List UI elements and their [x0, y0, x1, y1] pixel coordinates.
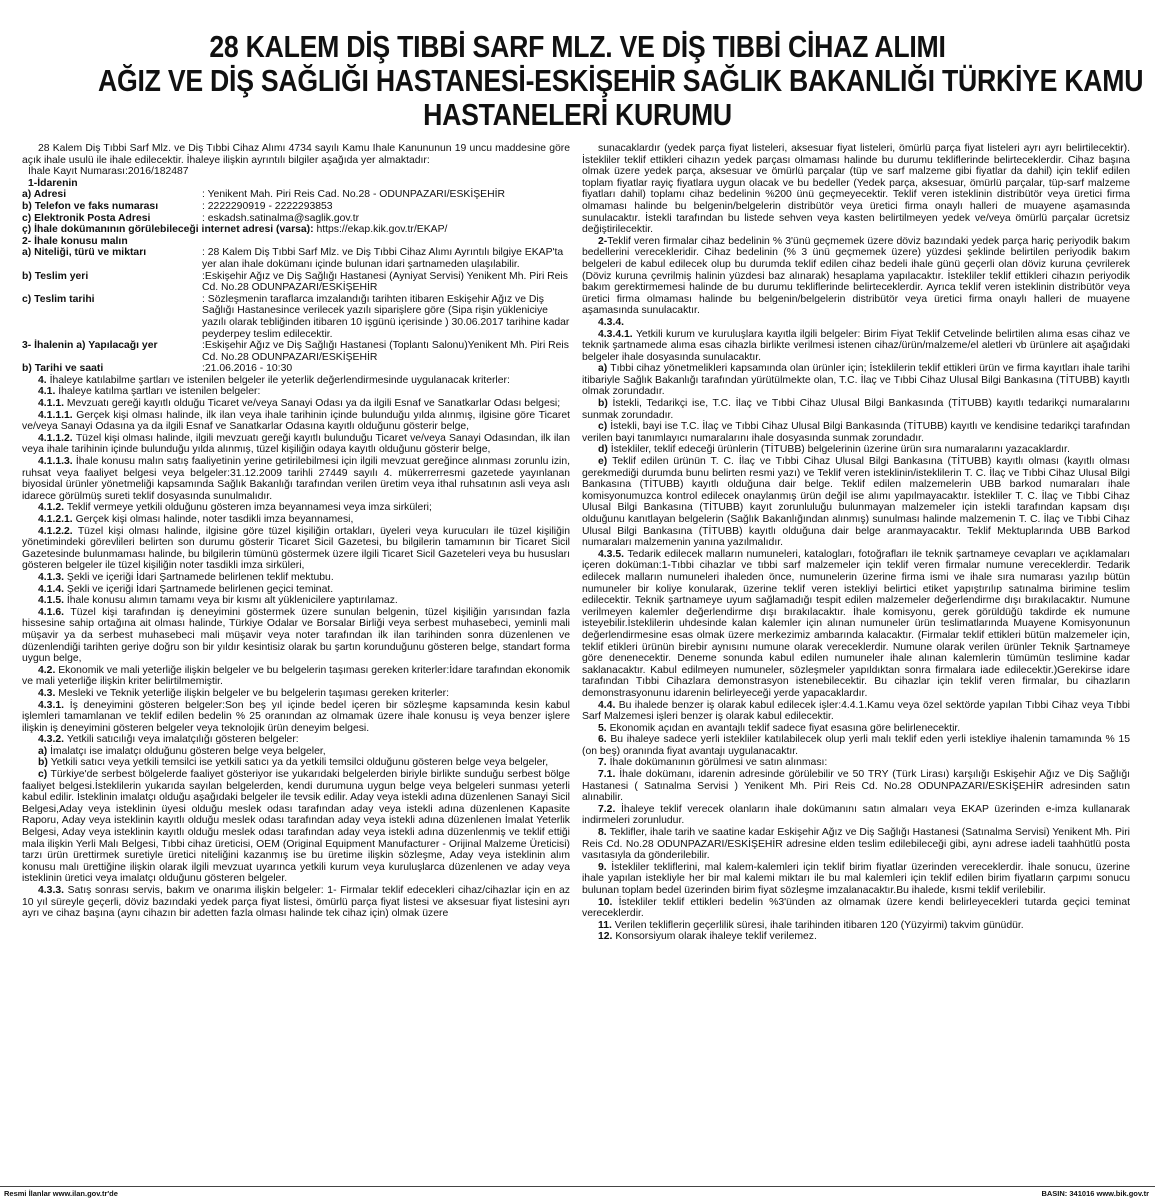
paragraph: 4.1.2.2. Tüzel kişi olması halinde, ilgisine göre tüzel kişiliğin ortakları, üyeleri veya kurucuları ile tüzel kişiliğin yönetimindeki görevlileri belirten son durumu gösterir Ticaret Sicil Gazetesi, bu bilgilerin tamamının bir Ticaret Sicil Gazetesinde bulunmaması halinde, bu bilgilerin tümünü göstermek üzere ilgili Ticaret Sicil Gazeteleri veya bu hususları gösteren belgeler ile tüzel kişiliğin noter tasdikli imza sirküleri,	[22, 525, 570, 572]
paragraph-number: 4.3.3.	[38, 885, 68, 896]
paragraph: 9. İstekliler tekliflerini, mal kalem-kalemleri için teklif birim fiyatlar üzerinden vereceklerdir. İhale sonucu, üzerine ihale yapılan istekliyle her bir mal kalemi miktarı ile bu mal kalemleri için teklif edilen birim fiyatların çarpımı sonucu bulunan toplam bedel üzerinden birim fiyat sözleşme imzalanacaktır.Bu ihalede, kısmi teklif verilebilir.	[582, 861, 1130, 896]
registration-number: İhale Kayıt Numarası:2016/182487	[28, 166, 189, 178]
page-title	[98, 29, 1144, 132]
paragraph: b) Yetkili satıcı veya yetkili temsilci ise yetkili satıcı ya da yetkili temsilci olduğunu gösteren belge veya belgeler,	[38, 757, 549, 769]
paragraph-number: 4.3.1.	[38, 699, 70, 711]
paragraph: 4.3.4.1. Yetkili kurum ve kuruluşlara kayıtla ilgili belgeler: Birim Fiyat Teklif Cetvelinde belirtilen alıma esas cihaz ve teknik şartnamede alıma esas cihazla birlikte verilmesi istenen cihaz/ürün/malzeme/el aletleri vb ürünlere ait aşağıdaki belgeler ihale dosyasında sunulacaktır.	[582, 328, 1130, 363]
web-link[interactable]: https://ekap.kik.gov.tr/EKAP/	[313, 224, 448, 236]
paragraph-number: 4.1.6.	[38, 606, 71, 618]
paragraph: 6. Bu ihaleye sadece yerli istekliler katılabilecek olup yerli malı teklif eden yerli istekliye ihalenin tamamında % 15 (on beş) oranında fiyat avantajı uygulanacaktır.	[582, 734, 1130, 757]
left-paragraphs	[22, 375, 570, 920]
field-label: a) Adresi	[22, 189, 67, 201]
field-label: c) Elektronik Posta Adresi	[22, 212, 151, 224]
paragraph-number: 9.	[598, 861, 612, 873]
paragraph-number: e)	[598, 456, 613, 468]
paragraph-number: 4.1.2.	[38, 502, 67, 514]
announcement-body	[22, 143, 1137, 1183]
paragraph: 8. Teklifler, ihale tarih ve saatine kadar Eskişehir Ağız ve Diş Sağlığı Hastanesi (Satınalma Servisi) Yenikent Mh. Piri Reis Cd. No.28 ODUNPAZARI/ESKİŞEHİR adresine elden teslim edilebileceği gibi, aynı adrese iadeli taahhütlü posta vasıtasıyla da gönderilebilir.	[582, 827, 1130, 862]
paragraph-number: 4.3.4.	[598, 316, 624, 328]
paragraph: 7.1. İhale dokümanı, idarenin adresinde görülebilir ve 50 TRY (Türk Lirası) karşılığı Eskişehir Ağız ve Diş Sağlığı Hastanesi ( Satınalma Servisi ) Yenikent Mh. Piri Reis Cd. No.28 ODUNPAZARI/ESKİŞEHİR adresinden satın alınabilir.	[582, 769, 1130, 804]
field-label: a) Niteliği, türü ve miktarı	[22, 247, 147, 259]
paragraph: 4.1.1.2. Tüzel kişi olması halinde, ilgili mevzuatı gereği kayıtlı bulunduğu Ticaret ve/veya Sanayi Odasından, ilk ilan veya ihale tarihinin içinde bulunduğu yılda alınmış, tüzel kişiliğin odaya kayıtlı olduğunu gösterir belge,	[22, 432, 570, 456]
paragraph: 2-Teklif veren firmalar cihaz bedelinin % 3'ünü geçmemek üzere döviz bazındaki yedek parça hariç periyodik bakım bedellerini verecekleridir. Cihaz bedelinin (% 3 ünü geçmemek üzere) yüzdesi şeklinde belirtilen periyodik bakım belgeleri de kabul edilecek olup bu durumda teklif edilen cihaz bedeli ihale günü geçerli olan döviz kuruna çevrilerek (Döviz kuruna çevrilmiş halinin yüzdesi baz alınarak) hesaplama yapılacaktır. İstekliler teklif ettikleri cihazın periyodik bakım gerektirmemesi halinde de bu durumu tekliflerinde belirteceklerdir. Ayrıca teklif veren isteklinin distribütör veya üretici firma olmaması halinde bu belgenin/belgelerin distribütör veya üretici firma onaylı halleri de muayene aşamasında sunulacaktır.	[582, 235, 1130, 317]
paragraph-number: 4.1.5.	[38, 595, 67, 607]
footer-right: BASIN: 341016 www.bik.gov.tr	[1041, 1189, 1149, 1198]
paragraph-number: 4.1.	[38, 386, 59, 398]
delivery-date-row	[22, 294, 570, 340]
field-label: b) Teslim yeri	[22, 270, 89, 282]
paragraph: 4.1.3. Şekli ve içeriği İdari Şartnamede belirlenen teklif mektubu.	[38, 571, 334, 583]
paragraph-number: 4.1.2.2.	[38, 525, 78, 537]
title-line-3: HASTANELERİ KURUMU	[423, 97, 732, 132]
paragraph: 4.1.1.3. İhale konusu malın satış faaliyetinin yerine getirilebilmesi için ilgili mevzuat gereğince alınması zorunlu izin, ruhsat veya faaliyet belgesi veya belgeler:31.12.2009 tarihli 27449 sayılı 4. mükerrerresmi gazetede yayınlanan biyosidal ürünler yönetmeliği kapsamında Sağlık Bakanlığı tarafından verilen üretim veya ithal ruhsatının asli veya aslı idarece görülmüş sureti teklif dosyasında sunulmalıdır.	[22, 456, 570, 502]
paragraph: d) İstekliler, teklif edeceği ürünlerin (TİTUBB) belgelerinin üzerine ürün sıra numaralarını yazacaklardır.	[598, 444, 1070, 456]
paragraph-number: 4.1.1.3.	[38, 456, 76, 468]
paragraph-number: 2-	[598, 235, 608, 247]
paragraph-number: 4.2.	[38, 664, 59, 676]
paragraph-number: 4.1.1.2.	[38, 432, 76, 444]
field-label: b) Tarihi ve saati	[22, 363, 104, 375]
paragraph: 4.1. İhaleye katılma şartları ve istenilen belgeler:	[38, 386, 261, 398]
paragraph: 4.1.2.1. Gerçek kişi olması halinde, noter tasdikli imza beyannamesi,	[38, 514, 354, 525]
paragraph: a) Tıbbi cihaz yönetmelikleri kapsamında olan ürünler için; İsteklilerin teklif ettikleri ürün ve firma kayıtları ihale tarihi itibariyle Sağlık Bakanlığı tarafından yürütülmekte olan, T.C. İlaç ve Tıbbi Cihaz Ulusal Bilgi Bankasına (TİTUBB) kayıtlı olmak zorundadır.	[582, 363, 1130, 398]
authority-address-row	[22, 189, 570, 201]
field-label: c) Teslim tarihi	[22, 293, 95, 305]
paragraph-number: a)	[598, 363, 611, 375]
left-column	[22, 143, 570, 1183]
goods-quality-row	[22, 247, 570, 270]
paragraph-number: 7.1.	[598, 769, 620, 781]
paragraph: sunacaklardır (yedek parça fiyat listeleri, aksesuar fiyat listeleri, ömürlü parça fiyat listeleri ayrı ayrı belirtilecektir). İstekliler teklif ettikleri cihazın yedek parçası olmaması halinde bu durumu tekliflerinde belirteceklerdir. Cihaz başına olmak üzere yedek parça, aksesuar ve ömürlü parçalar (tüp ve sarf malzeme gibi fiyatlar da dahil) için teklif edilen toplam fiyatlar rayiç fiyatlara uygun olacak ve bu bedeller (Yedek parça, aksesuar, ömürlü parçalar, tüp-sarf malzeme fiyatları dahil) toplamı cihaz bedelinin %200 ünü geçmeyecektir. Teklif veren isteklinin distribütör veya üretici firma olmaması halinde bu belgenin/belgelerin distribütör veya üretici firma onaylı halleri de muayene aşamasında sunulacaktır. İstekli tarafından bu listede sehven veya kasten belirtilmeyen yedek ve/veya ömürlü parçalar ücretsiz değiştirilecektir.	[582, 143, 1130, 236]
field-value: : 28 Kalem Diş Tıbbi Sarf Mlz. ve Diş Tıbbi Cihaz Alımı Ayrıntılı bilgiye EKAP'ta yer alan ihale dokümanı içinde bulunan idari şartnameden ulaşılabilir.	[202, 247, 564, 270]
paragraph-number: 6.	[598, 734, 611, 746]
paragraph-number: 4.4.	[598, 699, 619, 711]
paragraph: 4.1.1. Mevzuatı gereği kayıtlı olduğu Ticaret ve/veya Sanayi Odası ya da ilgili Esnaf ve Sanatkarlar Odası belgesi;	[38, 398, 561, 410]
paragraph-number: 4.3.5.	[598, 548, 628, 560]
paragraph-number: 7.	[598, 757, 610, 769]
authority-phone-row	[22, 201, 570, 213]
paragraph: 4.2. Ekonomik ve mali yeterliğe ilişkin belgeler ve bu belgelerin taşıması gereken kriterler:İdare tarafından ekonomik ve mali yeterliğe ilişkin kriter belirtilmemiştir.	[22, 664, 570, 688]
paragraph: 4.4. Bu ihalede benzer iş olarak kabul edilecek işler:4.4.1.Kamu veya özel sektörde yapılan Tıbbi Cihaz veya Tıbbi Sarf Malzemesi işleri benzer iş olarak kabul edilecektir.	[582, 699, 1130, 723]
paragraph-number: 4.1.2.1.	[38, 514, 76, 525]
field-value: :Eskişehir Ağız ve Diş Sağlığı Hastanesi (Toplantı Salonu)Yenikent Mh. Piri Reis Cd. No.28 ODUNPAZARI/ESKİŞEHİR	[202, 340, 569, 363]
paragraph	[582, 317, 1130, 329]
field-value: : eskadsh.satinalma@saglik.gov.tr	[202, 212, 360, 224]
paragraph: 4.1.4. Şekli ve içeriği İdari Şartnamede belirlenen geçici teminat.	[38, 583, 334, 595]
paragraph: e) Teklif edilen ürünün T. C. İlaç ve Tıbbi Cihaz Ulusal Bilgi Bankasına (TİTUBB) kayıtlı olması (kayıtlı olması gerekmediği durumda bunu belirten resmi yazı) ve Teklif veren isteklinin/isteklilerin T. C. İlaç ve Tıbbi Cihaz Ulusal Bilgi Bankasına (TİTUBB) kayıtlı olduğuna dair belge. Teklif edilen malzemelerin UBB barkod numaraları ihale komisyonumuzca kontrol edilecek onaylanmış ürün değil ise alımı yapılmayacaktır. İstekliler T. C. İlaç ve Tıbbi Cihaz Ulusal Bilgi Bankasına (TİTUBB) kayıt zorunluluğu bulunmayan malzemeler için istekli tarafından kapsam dışı olduğunu kanıtlayan belgelerin (Sağlık Bakanlığından alınmış) sunulması halinde malzemenin T. C. İlaç ve Tıbbi Cihaz Ulusal Bilgi Bankasına (TİTUBB) kayıtlı olduğuna dair belge aranmayacaktır. Teklif Mektuplarında UBB Barkod numaraları malzemenin yanına yazılmalıdır.	[582, 456, 1130, 549]
paragraph: 4.3.2. Yetkili satıcılığı veya imalatçılığı gösteren belgeler:	[38, 734, 299, 746]
paragraph-number: 5.	[598, 722, 610, 734]
authority-web-row	[22, 224, 570, 236]
paragraph-number: 10.	[598, 896, 619, 908]
paragraph-number: 4.	[38, 374, 50, 386]
paragraph-number: 4.1.1.	[38, 398, 67, 410]
paragraph: c) Türkiye'de serbest bölgelerde faaliyet gösteriyor ise yukarıdaki belgelerden biriyle birlikte sunduğu serbest bölge faaliyet belgesi.İsteklilerin yukarıda sayılan belgelerden, kendi durumuna uygun belge veya belgeleri sunması yeterli kabul edilir. İsteklinin imalatçı olduğu aşağıdaki belgeler ile tevsik edilir. Aday veya istekli adına düzenlenen Sanayi Sicil Belgesi,Aday veya isteklinin üyesi olduğu meslek odası tarafından aday veya istekli adına düzenlenen Kapasite Raporu, Aday veya isteklinin kayıtlı olduğu meslek odası tarafından aday veya istekli adına düzenlenen İmalat Yeterlik Belgesi, Aday veya isteklinin kayıtlı olduğu meslek odası tarafından aday veya istekli adına düzenlenmiş ve teklif ettiği mala ilişkin Yerli Malı Belgesi, Tıbbi cihaz üreticisi, OEM (Original Equipment Manufacturer - Orijinal Malzeme Üreticisi) tarzı ürün ürettirmek suretiyle üretici niteliğini kazanmış ise bu üretime ilişkin sözleşme, Aday veya isteklinin alım konusu malı ürettiğine ilişkin olarak ilgili mevzuat uyarınca yetkili kurum veya kuruluşlarca düzenlenen ve aday veya isteklinin üretici veya imalatçı olduğunu gösteren belgeler.	[22, 769, 570, 885]
field-value: :Eskişehir Ağız ve Diş Sağlığı Hastanesi (Ayniyat Servisi) Yenikent Mh. Piri Reis Cd. No.28 ODUNPAZARI/ESKİŞEHİR	[202, 270, 568, 294]
tender-place-row	[22, 340, 570, 363]
paragraph: a) İmalatçı ise imalatçı olduğunu gösteren belge veya belgeler,	[38, 745, 326, 757]
paragraph: 4.1.6. Tüzel kişi tarafından iş deneyimini göstermek üzere sunulan belgenin, tüzel kişiliğin yarısından fazla hissesine sahip ortağına ait olması halinde, Türkiye Odalar ve Borsalar Birliği veya serbest muhasebeci, yeminli mali müşavir ya da serbest muhasebeci mali müşavir veya noter tarafından ilk ilan tarihinden sonra düzenlenen ve düzenlendiği tarihten geriye doğru son bir yıldır kesintisiz olarak bu şartın korunduğunu gösteren belge, standart forma uygun belge,	[22, 606, 570, 665]
paragraph-number: 7.2.	[598, 803, 622, 815]
paragraph-number: c)	[598, 421, 611, 433]
paragraph: 7.2. İhaleye teklif verecek olanların ihale dokümanını satın almaları veya EKAP üzerinden e-imza kullanarak indirmeleri zorunludur.	[582, 803, 1130, 827]
paragraph-number: 12.	[598, 931, 616, 943]
paragraph: 4.1.2. Teklif vermeye yetkili olduğunu gösteren imza beyannamesi veya imza sirküleri;	[38, 502, 432, 514]
intro-paragraph: 28 Kalem Diş Tıbbi Sarf Mlz. ve Diş Tıbbi Cihaz Alımı 4734 sayılı Kamu İhale Kanununun 19 uncu maddesine göre açık ihale usulü ile ihale edilecektir. İhaleye ilişkin ayrıntılı bilgiler aşağıda yer almaktadır:	[22, 143, 570, 166]
paragraph-number: b)	[598, 398, 613, 410]
paragraph-number: 4.3.2.	[38, 734, 67, 746]
paragraph-number: d)	[598, 444, 611, 456]
field-value: :21.06.2016 - 10:30	[202, 363, 293, 375]
title-line-1: 28 KALEM DİŞ TIBBİ SARF MLZ. VE DİŞ TIBBİ CİHAZ ALIMI	[209, 29, 946, 64]
footer-left: Resmi İlanlar www.ilan.gov.tr'de	[4, 1189, 118, 1198]
paragraph-number: b)	[38, 757, 51, 769]
paragraph: 7. İhale dokümanının görülmesi ve satın alınması:	[598, 757, 828, 769]
title-line-2: AĞIZ VE DİŞ SAĞLIĞI HASTANESİ-ESKİŞEHİR SAĞLIK BAKANLIĞI TÜRKİYE KAMU	[98, 63, 1144, 98]
paragraph: 12. Konsorsiyum olarak ihaleye teklif verilemez.	[598, 931, 817, 943]
paragraph: 10. İstekliler teklif ettikleri bedelin %3'ünden az olmamak üzere kendi belirleyecekleri tutarda geçici teminat vereceklerdir.	[582, 896, 1130, 920]
paragraph-number: 4.3.4.1.	[598, 328, 636, 340]
field-label: 3- İhalenin a) Yapılacağı yer	[22, 340, 158, 352]
delivery-place-row	[22, 271, 570, 294]
section-heading-goods: 2- İhale konusu malın	[22, 235, 128, 247]
paragraph-number: 8.	[598, 827, 610, 839]
paragraph: 11. Verilen tekliflerin geçerlilik süresi, ihale tarihinden itibaren 120 (Yüzyirmi) takvim günüdür.	[598, 919, 1024, 931]
paragraph-number: c)	[38, 769, 51, 781]
paragraph: 4.1.1.1. Gerçek kişi olması halinde, ilk ilan veya ihale tarihinin içinde bulunduğu yılda alınmış, ilgisine göre Ticaret ve/veya Sanayi Odasına ya da ilgili Esnaf ve Sanatkarlar Odasına kayıtlı olduğunu gösterir belge,	[22, 409, 570, 433]
paragraph: 4.3.3. Satış sonrası servis, bakım ve onarıma ilişkin belgeler: 1- Firmalar teklif edecekleri cihaz/cihazlar için en az 10 yıl süreyle geçerli, döviz bazındaki yedek parça fiyat listesi, ömürlü parça fiyat listesi ve aksesuar fiyat listesini ayrı ayrı ve cihaz başına (aynı cihazın bir adetten fazla olması halinde tek cihaz için) olmak üzere	[22, 885, 570, 920]
paragraph-number: 4.3.	[38, 687, 59, 699]
field-label: ç) İhale dokümanının görülebileceği internet adresi (varsa):	[22, 224, 314, 236]
footer-divider	[0, 1186, 1155, 1187]
section-heading-authority: 1-İdarenin	[28, 177, 78, 189]
tender-time-row	[22, 363, 570, 375]
right-paragraphs	[582, 143, 1130, 943]
paragraph: 4.3.5. Tedarik edilecek malların numuneleri, katalogları, fotoğrafları ile teknik şartnameye cevapları ve açıklamaları içeren doküman:1-Tıbbi cihazlar ve tıbbi sarf malzemeler için teklif veren firmalar numune vereceklerdir. Tedarik edilecek malların numuneleri ihaleden önce, numunelerin üzerine firma ismi ve ihale sıra numarası yazılıp bütün numuneler bir koliye konularak, üzerine teklif veren istekliyi belirtici etiket yapıştırılıp satınalma birimine teslim edilecektir. Teknik şartnameye uyum sağlamadığı tespit edilen malzemeler değerlendirme dışı bırakılacaktır. Numune verilmeyen kalemler değerlendirme dışı bırakılacaktır. İhale komisyonu, gerek görüldüğü takdirde ek numune isteyebilir.İsteklilerin uhdesinde kalan kalemler için alınan numuneler ürün teslimatlarında Muayene Komisyonunun değerlendirmesine esas olmak üzere merkezimiz ambarında kalacaktır. (Firmalar teklif ettikleri bütün malzemeler için, teklif etikleri ürünün birebir aynısını numune olarak vereceklerdir. Numune olarak verilen ürünler Teknik Şartnameye göre denenecektir. Deneme sonunda kabul edilen numuneler ihale alınan kalemlerin tümümün teslimine kadar saklanacaktır. Kabul edilmeyen numuneler, sözleşmeler yapıldıktan sonra firmalara iade edilecektir.)Gerekirse idare tarafından Tıbbi Cihazlara demonstrasyon istenebilecektir. Bu cihazlar için teklif veren firmalar, bu cihazların demonstrasyonunu idarenin belirleyeceği yerde yapacaklardır.	[582, 548, 1130, 699]
paragraph: 5. Ekonomik açıdan en avantajlı teklif sadece fiyat esasına göre belirlenecektir.	[598, 722, 961, 734]
authority-email-row	[22, 213, 570, 225]
paragraph: b) İstekli, Tedarikçi ise, T.C. İlaç ve Tıbbi Cihaz Ulusal Bilgi Bankasında (TİTUBB) kayıtlı tedarikçi numaralarını sunmak zorundadır.	[582, 398, 1130, 421]
paragraph: c) İstekli, bayi ise T.C. İlaç ve Tıbbi Cihaz Ulusal Bilgi Bankasında (TİTUBB) kayıtlı ve kendisine tedarikçi tarafından verilen bayi tanımlayıcı numaralarını ihale dosyasında sunmak zorundadır.	[582, 421, 1130, 444]
paragraph-number: 11.	[598, 919, 615, 931]
field-value: : Sözleşmenin taraflarca imzalandığı tarihten itibaren Eskişehir Ağız ve Diş Sağlığı Hastanesince verilecek yazılı siparişlere göre (Sipa rişin yükleniciye yazılı olarak tebliğinden itibaren 10 işgünü içerisinde ) 30.06.2017 tarihine kadar peyderpey teslim edilecektir.	[202, 293, 570, 340]
paragraph: 4.3. Mesleki ve Teknik yeterliğe ilişkin belgeler ve bu belgelerin taşıması gereken kriterler:	[38, 687, 450, 699]
paragraph-number: a)	[38, 745, 51, 757]
right-column	[582, 143, 1130, 1183]
paragraph-number: 4.1.1.1.	[38, 409, 77, 421]
field-value: : Yenikent Mah. Piri Reis Cad. No.28 - ODUNPAZARI/ESKİŞEHİR	[202, 189, 505, 201]
paragraph: 4.1.5. İhale konusu alımın tamamı veya bir kısmı alt yüklenicilere yaptırılamaz.	[38, 595, 398, 607]
paragraph-number: 4.1.3.	[38, 571, 67, 583]
field-value: : 2222290919 - 2222293853	[202, 200, 333, 212]
field-label: b) Telefon ve faks numarası	[22, 200, 159, 212]
paragraph-number: 4.1.4.	[38, 583, 67, 595]
paragraph: 4. İhaleye katılabilme şartları ve istenilen belgeler ile yeterlik değerlendirmesinde uygulanacak kriterler:	[38, 374, 510, 386]
paragraph: 4.3.1. İş deneyimini gösteren belgeler:Son beş yıl içinde bedel içeren bir sözleşme kapsamında kesin kabul işlemleri tamamlanan ve teklif edilen bedelin % 25 oranından az olmamak üzere ihale konusu iş veya benzer işlere ilişkin iş deneyimini gösteren belgeler veya teknolojik ürün deneyim belgesi.	[22, 699, 570, 734]
